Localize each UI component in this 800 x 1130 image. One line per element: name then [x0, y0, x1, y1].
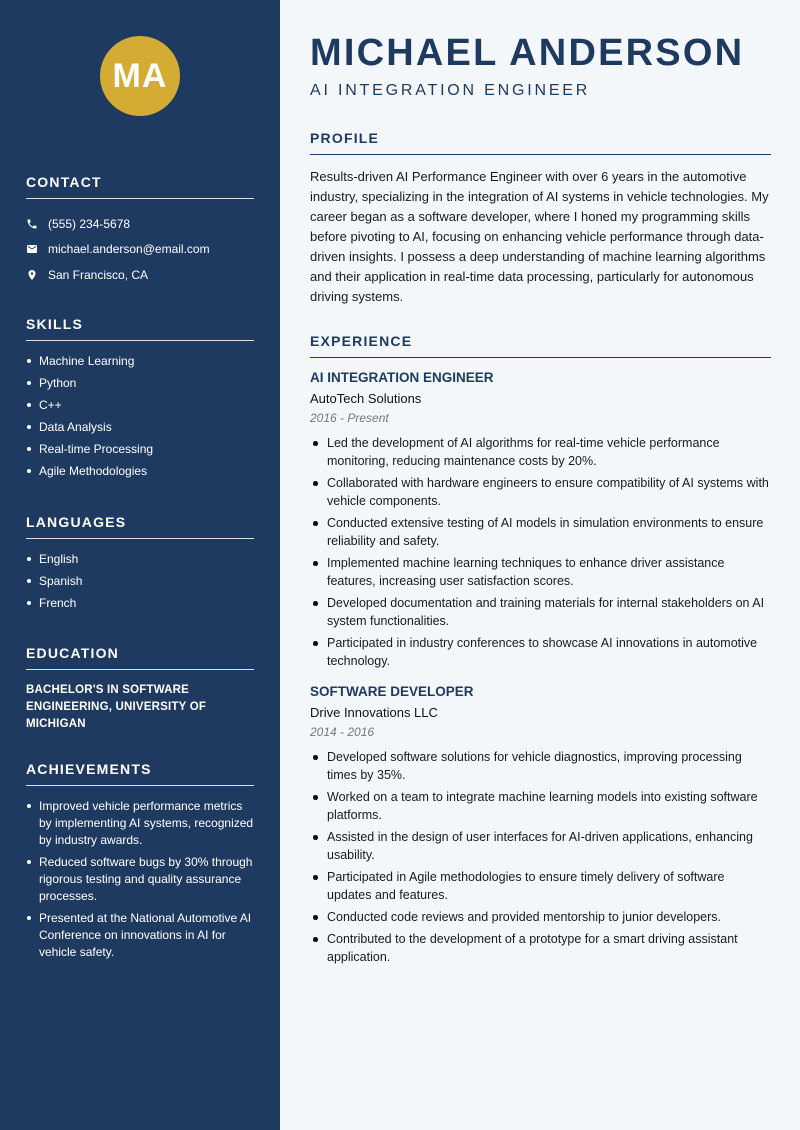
education-degree: BACHELOR'S IN SOFTWARE ENGINEERING, UNIVERSITY OF MICHIGAN: [26, 684, 207, 731]
achievement-item: Presented at the National Automotive AI Conference on innovations in AI for vehicle safety.: [26, 910, 254, 961]
job-bullet: Developed software solutions for vehicle diagnostics, improving processing times by 35%.: [310, 748, 771, 784]
skills-heading: SKILLS: [26, 316, 254, 341]
achievements-list: [26, 798, 254, 961]
profile-heading: PROFILE: [310, 130, 771, 155]
sidebar: [0, 0, 280, 1130]
contact-heading: CONTACT: [26, 174, 254, 199]
education-section: [26, 645, 254, 733]
languages-list: [26, 551, 254, 618]
contact-phone-text: (555) 234-5678: [48, 216, 131, 231]
education-heading: EDUCATION: [26, 645, 254, 670]
contact-phone: [26, 211, 254, 237]
email-icon: [26, 243, 48, 255]
job-bullet: Participated in industry conferences to showcase AI innovations in automotive technology.: [310, 634, 771, 670]
language-item: English: [26, 551, 254, 573]
job-company: AutoTech Solutions: [310, 391, 422, 406]
experience-section: [310, 333, 771, 966]
job-title-header: AI INTEGRATION ENGINEER: [310, 82, 591, 99]
profile-section: [310, 130, 771, 307]
job-bullet: Led the development of AI algorithms for real-time vehicle performance monitoring, reducing maintenance costs by 20%.: [310, 434, 771, 470]
skills-section: [26, 316, 254, 486]
job-bullet: Collaborated with hardware engineers to ensure compatibility of AI systems with vehicle components.: [310, 474, 771, 510]
main-content: [280, 0, 800, 1130]
skill-item: Python: [26, 375, 254, 397]
job-bullet: Conducted extensive testing of AI models in simulation environments to ensure reliability and safety.: [310, 514, 771, 550]
job-title: SOFTWARE DEVELOPER: [310, 684, 474, 699]
skill-item: C++: [26, 397, 254, 419]
job-bullets: [310, 434, 771, 670]
achievement-item: Reduced software bugs by 30% through rigorous testing and quality assurance processes.: [26, 854, 254, 905]
job-bullet: Worked on a team to integrate machine learning models into existing software platforms.: [310, 788, 771, 824]
contact-section: [26, 174, 254, 288]
skills-list: [26, 353, 254, 486]
achievement-item: Improved vehicle performance metrics by implementing AI systems, recognized by industry awards.: [26, 798, 254, 849]
job-dates: 2016 - Present: [310, 411, 389, 425]
job-bullets: [310, 748, 771, 966]
job-dates: 2014 - 2016: [310, 725, 375, 739]
job-bullet: Assisted in the design of user interfaces for AI-driven applications, enhancing usability.: [310, 828, 771, 864]
skill-item: Data Analysis: [26, 419, 254, 441]
language-item: Spanish: [26, 573, 254, 595]
phone-icon: [26, 218, 48, 230]
language-item: French: [26, 595, 254, 617]
job-title: AI INTEGRATION ENGINEER: [310, 370, 494, 385]
achievements-heading: ACHIEVEMENTS: [26, 761, 254, 786]
job-bullet: Participated in Agile methodologies to ensure timely delivery of software updates and features.: [310, 868, 771, 904]
achievements-section: [26, 761, 254, 961]
skill-item: Agile Methodologies: [26, 463, 254, 485]
languages-heading: LANGUAGES: [26, 514, 254, 539]
job-bullet: Developed documentation and training materials for internal stakeholders on AI system functionalities.: [310, 594, 771, 630]
job-bullet: Implemented machine learning techniques to enhance driver assistance features, increasing user satisfaction scores.: [310, 554, 771, 590]
avatar: MA: [100, 36, 180, 116]
skill-item: Real-time Processing: [26, 441, 254, 463]
job-company: Drive Innovations LLC: [310, 705, 438, 720]
job-entry: [310, 370, 771, 670]
skill-item: Machine Learning: [26, 353, 254, 375]
contact-location: [26, 262, 254, 288]
profile-text: Results-driven AI Performance Engineer with over 6 years in the automotive industry, specializing in the integration of AI systems in vehicle technologies. My career began as a software developer, where I honed my programming skills before pivoting to AI, focusing on enhancing vehicle performance through data-driven insights. I possess a deep understanding of machine learning algorithms and their application in real-time data processing, particularly for autonomous driving systems.: [310, 169, 769, 304]
contact-email-text: michael.anderson@email.com: [48, 242, 210, 257]
job-bullet: Contributed to the development of a prototype for a smart driving assistant application.: [310, 930, 771, 966]
contact-location-text: San Francisco, CA: [48, 267, 149, 282]
location-pin-icon: [26, 269, 48, 281]
job-bullet: Conducted code reviews and provided mentorship to junior developers.: [310, 908, 771, 926]
experience-heading: EXPERIENCE: [310, 333, 771, 358]
contact-email: [26, 237, 254, 263]
languages-section: [26, 514, 254, 618]
job-entry: [310, 684, 771, 966]
candidate-name: MICHAEL ANDERSON: [310, 32, 745, 74]
